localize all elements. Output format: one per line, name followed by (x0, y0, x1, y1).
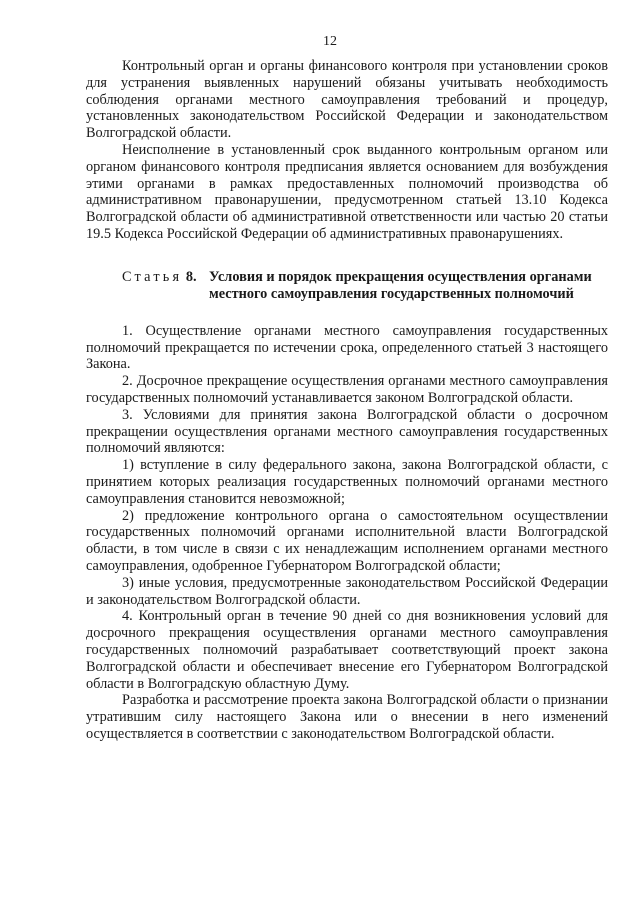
paragraph: Неисполнение в установленный срок выданного контрольным органом или органом финансового контроля предписания является основанием для возбуждения этими органами в рамках предоставленных полномочий производства об административном правонарушении, предусмотренном статьей 13.10 Кодекса Волгоградской области об административной ответственности или частью 20 статьи 19.5 Кодекса Российской Федерации об административных правонарушениях. (86, 141, 608, 242)
page-number: 12 (323, 34, 337, 49)
paragraph: 3. Условиями для принятия закона Волгоградской области о досрочном прекращении осуществления органами местного самоуправления государственных полномочий являются: (86, 406, 608, 457)
article-number: 8. (185, 268, 197, 285)
article-heading (86, 269, 608, 303)
paragraph: 1. Осуществление органами местного самоуправления государственных полномочий прекращается по истечении срока, определенного статьей 3 настоящего Закона. (86, 322, 608, 373)
article-title: Условия и порядок прекращения осуществления органами местного самоуправления государственных полномочий (209, 268, 592, 302)
paragraph: 2. Досрочное прекращение осуществления органами местного самоуправления государственных полномочий устанавливается законом Волгоградской области. (86, 373, 608, 406)
document-body (86, 58, 608, 743)
list-item: 3) иные условия, предусмотренные законодательством Российской Федерации и законодательством Волгоградской области. (86, 574, 608, 608)
paragraph: Контрольный орган и органы финансового контроля при установлении сроков для устранения выявленных нарушений обязаны учитывать необходимость соблюдения органами местного самоуправления требований и процедур, установленных законодательством Российской Федерации и законодательством Волгоградской области. (86, 58, 608, 142)
paragraph: 4. Контрольный орган в течение 90 дней со дня возникновения условий для досрочного прекращения осуществления органами местного самоуправления государственных полномочий разрабатывает соответствующий проект закона Волгоградской области и обеспечивает внесение его Губернатором Волгоградской области в Волгоградскую областную Думу. (86, 608, 608, 692)
list-item: 2) предложение контрольного органа о самостоятельном осуществлении государственных полномочий органами исполнительной власти Волгоградской области, в том числе в связи с их ненадлежащим исполнением органами местного самоуправления, одобренное Губернатором Волгоградской области; (86, 507, 608, 574)
paragraph: Разработка и рассмотрение проекта закона Волгоградской области о признании утратившим силу настоящего Закона или о внесении в него изменений осуществляется в соответствии с законодательством Волгоградской области. (86, 692, 608, 742)
list-item: 1) вступление в силу федерального закона, закона Волгоградской области, с принятием которых реализация государственных полномочий органами местного самоуправления становится невозможной; (86, 457, 608, 507)
article-word: Статья (122, 268, 183, 285)
